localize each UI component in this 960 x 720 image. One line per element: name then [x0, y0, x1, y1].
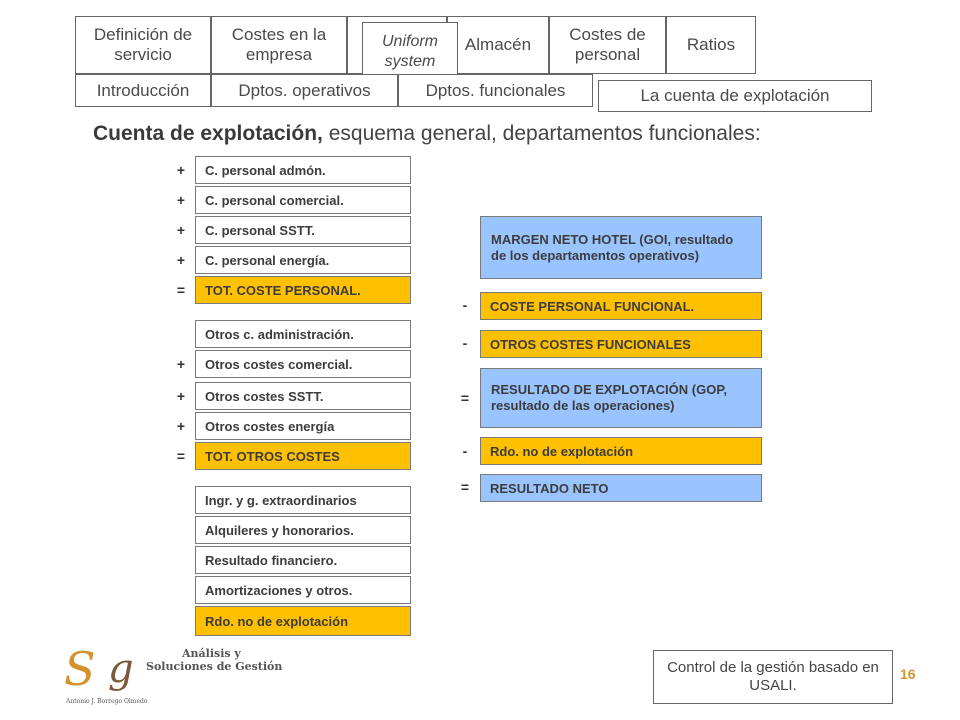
- logo-line2: Soluciones de Gestión: [146, 659, 283, 673]
- box-rdo-no-explotacion-right: [480, 437, 762, 465]
- box-label: Alquileres y honorarios.: [205, 522, 354, 538]
- nav-label: Introducción: [96, 80, 190, 100]
- uniform-label: Uniform system: [381, 32, 438, 70]
- nav-definicion-servicio[interactable]: [75, 16, 211, 74]
- box-alquileres-honorarios: [195, 516, 411, 544]
- nav-label: Ratios: [686, 34, 736, 54]
- box-label: C. personal SSTT.: [205, 222, 315, 238]
- nav-label: Costes de personal: [569, 24, 646, 64]
- box-rdo-no-explotacion-left: [195, 606, 411, 636]
- box-label: C. personal admón.: [205, 162, 326, 178]
- box-c-personal-comercial: [195, 186, 411, 214]
- sign: =: [460, 390, 470, 406]
- nav-costes-empresa[interactable]: [211, 16, 347, 74]
- box-label: COSTE PERSONAL FUNCIONAL.: [490, 298, 695, 314]
- sign: +: [176, 222, 186, 238]
- title-rest: esquema general, departamentos funcionales:: [322, 122, 761, 145]
- box-label: Rdo. no de explotación: [205, 613, 349, 629]
- box-resultado-financiero: [195, 546, 411, 574]
- box-otros-costes-comercial: [195, 350, 411, 378]
- nav-label: Definición de servicio: [93, 24, 193, 64]
- box-label: Amortizaciones y otros.: [205, 582, 353, 598]
- sign: -: [462, 443, 468, 459]
- box-label: C. personal energía.: [205, 252, 330, 268]
- logo-text: [146, 648, 282, 673]
- nav-cuenta-explotacion[interactable]: [598, 80, 872, 112]
- nav-ratios[interactable]: [666, 16, 756, 74]
- sign: +: [176, 356, 186, 372]
- nav-dptos-funcionales[interactable]: [398, 74, 593, 107]
- sign: =: [176, 282, 186, 298]
- box-label: Otros costes SSTT.: [205, 388, 324, 404]
- logo: [64, 642, 283, 708]
- box-label: RESULTADO NETO: [490, 480, 609, 496]
- box-tot-coste-personal: [195, 276, 411, 304]
- box-resultado-neto: [480, 474, 762, 502]
- box-ingr-extraordinarios: [195, 486, 411, 514]
- box-otros-costes-energia: [195, 412, 411, 440]
- box-otros-costes-funcionales: [480, 330, 762, 358]
- box-c-personal-energia: [195, 246, 411, 274]
- box-label: TOT. COSTE PERSONAL.: [205, 282, 361, 298]
- box-label: Ingr. y g. extraordinarios: [205, 492, 357, 508]
- box-otros-c-administracion: [195, 320, 411, 348]
- footer-text: Control de la gestión basado en USALI.: [667, 659, 879, 694]
- box-margen-neto-hotel: [480, 216, 762, 279]
- nav-label: Almacén: [464, 34, 532, 54]
- box-coste-personal-funcional: [480, 292, 762, 320]
- box-label: MARGEN NETO HOTEL (GOI, resultado de los departamentos operativos): [491, 231, 734, 263]
- nav-uniform-system[interactable]: [362, 22, 458, 81]
- box-c-personal-admon: [195, 156, 411, 184]
- box-otros-costes-sstt: [195, 382, 411, 410]
- logo-g: g: [108, 646, 134, 692]
- box-tot-otros-costes: [195, 442, 411, 470]
- nav-label: La cuenta de explotación: [640, 86, 830, 105]
- box-resultado-explotacion: [480, 368, 762, 428]
- nav-introduccion[interactable]: [75, 74, 211, 107]
- box-label: Resultado financiero.: [205, 552, 338, 568]
- logo-author: Antonio J. Borrego Olmedo: [66, 698, 148, 705]
- box-label: TOT. OTROS COSTES: [205, 448, 340, 464]
- sign: +: [176, 192, 186, 208]
- nav-costes-personal[interactable]: [549, 16, 666, 74]
- nav-label: Costes en la empresa: [231, 24, 327, 64]
- nav-almacen[interactable]: [447, 16, 549, 74]
- logo-s: S: [64, 642, 96, 696]
- sign: =: [176, 448, 186, 464]
- box-label: OTROS COSTES FUNCIONALES: [490, 336, 691, 352]
- title-bold: Cuenta de explotación,: [93, 122, 323, 145]
- nav-dptos-operativos[interactable]: [211, 74, 398, 107]
- box-amortizaciones: [195, 576, 411, 604]
- logo-line1: Análisis y: [182, 647, 241, 660]
- page-number: 16: [900, 666, 916, 682]
- box-c-personal-sstt: [195, 216, 411, 244]
- sign: -: [462, 335, 468, 351]
- sign: +: [176, 418, 186, 434]
- sign: -: [462, 297, 468, 313]
- sign: +: [176, 162, 186, 178]
- box-label: RESULTADO DE EXPLOTACIÓN (GOP, resultado de las operaciones): [491, 382, 727, 413]
- page-title: [93, 122, 761, 146]
- box-label: Otros costes comercial.: [205, 356, 353, 372]
- nav-label: Dptos. operativos: [238, 80, 371, 100]
- box-label: C. personal comercial.: [205, 192, 344, 208]
- sign: =: [460, 479, 470, 495]
- box-label: Otros costes energía: [205, 418, 335, 434]
- footer-box: [653, 650, 893, 704]
- nav-label: Dptos. funcionales: [425, 80, 566, 100]
- sign: +: [176, 252, 186, 268]
- sign: +: [176, 388, 186, 404]
- box-label: Otros c. administración.: [205, 326, 354, 342]
- box-label: Rdo. no de explotación: [490, 443, 634, 459]
